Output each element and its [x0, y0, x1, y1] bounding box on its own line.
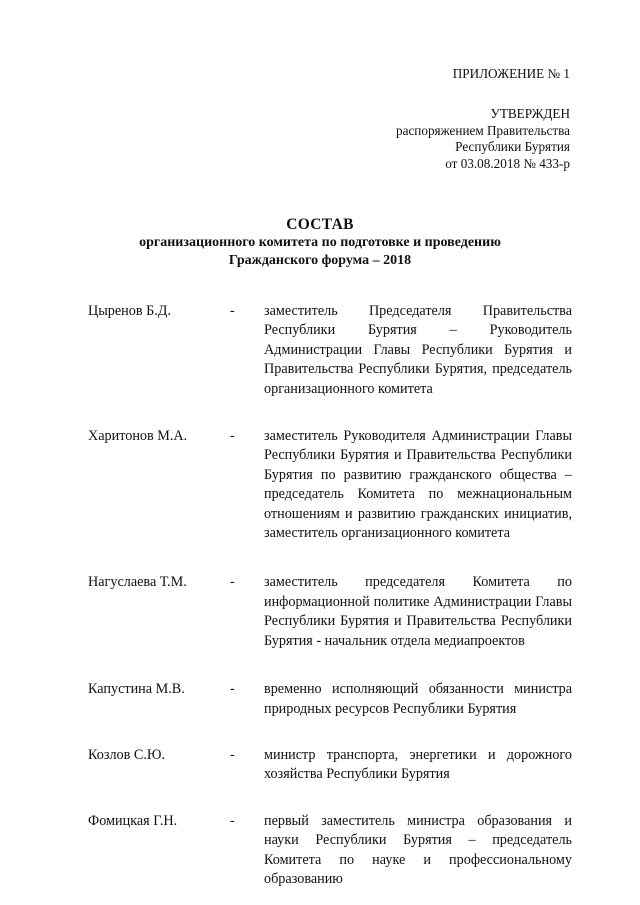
member-row — [88, 746, 572, 785]
appendix-number: ПРИЛОЖЕНИЕ № 1 — [452, 66, 570, 81]
member-dash: - — [230, 574, 235, 591]
member-dash: - — [230, 812, 235, 829]
member-name: Капустина М.В. — [88, 681, 185, 698]
approval-header — [396, 66, 570, 173]
member-row — [88, 427, 572, 543]
title-line-2: Гражданского форума – 2018 — [228, 253, 412, 268]
member-role: министр транспорта, энергетики и дорожного хозяйства Республики Бурятия — [264, 746, 572, 783]
member-role: первый заместитель министра образования и науки Республики Бурятия – председатель Комитета по науке и профессиональному образованию — [264, 812, 572, 887]
member-name: Козлов С.Ю. — [88, 746, 166, 763]
approved-label: УТВЕРЖДЕН — [490, 105, 570, 121]
member-dash: - — [230, 681, 235, 698]
approval-republic-line: Республики Бурятия — [455, 139, 570, 155]
member-role: временно исполняющий обязанности министра природных ресурсов Республики Бурятия — [264, 681, 572, 717]
document-title — [0, 216, 640, 270]
member-row — [88, 680, 572, 719]
member-row — [88, 573, 572, 651]
approval-date-number: от 03.08.2018 № 433-р — [445, 156, 570, 172]
members-list — [88, 302, 572, 889]
member-row — [88, 812, 572, 890]
title-main: СОСТАВ — [286, 216, 354, 233]
member-role: заместитель председателя Комитета по информационной политике Администрации Главы Республики Бурятия и Правительства Республики Бурятия - начальник отдела медиапроектов — [264, 574, 572, 649]
member-role: заместитель Руководителя Администрации Главы Республики Бурятия и Правительства Республики Бурятия по развитию гражданского общества – председатель Комитета по межнациональным отношениям и развитию гражданских инициатив, заместитель организационного комитета — [264, 428, 572, 542]
member-dash: - — [230, 428, 235, 445]
title-line-1: организационного комитета по подготовке и проведению — [139, 235, 501, 250]
member-name: Нагуслаева Т.М. — [88, 574, 187, 591]
member-name: Харитонов М.А. — [88, 428, 188, 445]
member-dash: - — [230, 303, 235, 319]
approval-order-line: распоряжением Правительства — [396, 122, 570, 138]
member-name: Фомицкая Г.Н. — [88, 812, 178, 829]
member-name: Цыренов Б.Д. — [88, 303, 172, 319]
member-role: заместитель Председателя Правительства Республики Бурятия – Руководитель Администрации Главы Республики Бурятия и Правительства Республики Бурятия, председатель организационного комитета — [264, 303, 572, 397]
member-dash: - — [230, 746, 235, 763]
member-row — [88, 302, 572, 399]
